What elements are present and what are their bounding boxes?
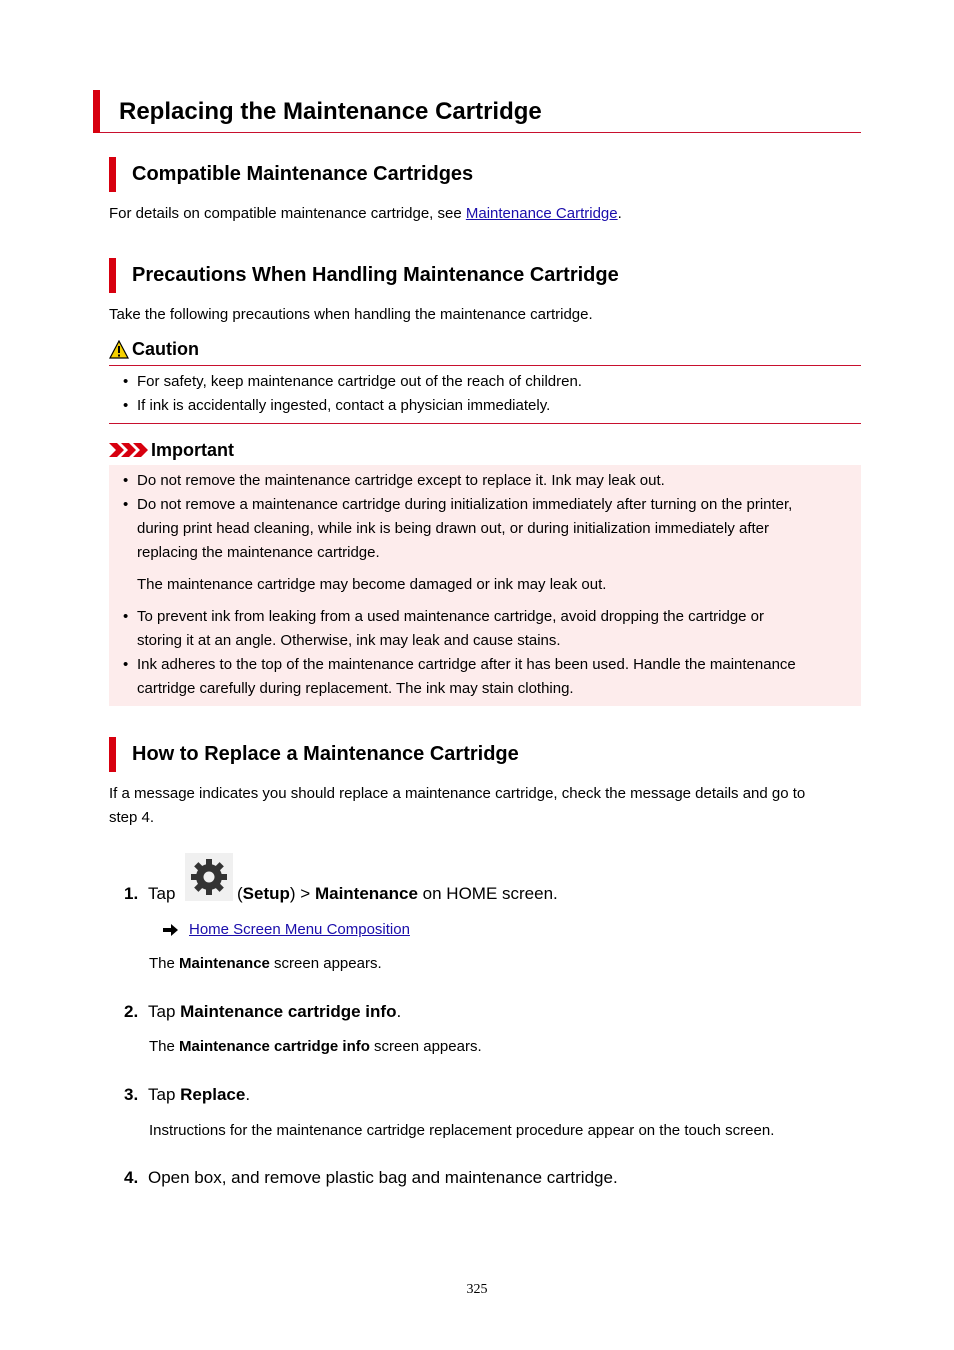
list-item: • If ink is accidentally ingested, contact a physician immediately.: [123, 397, 551, 414]
compatible-text: For details on compatible maintenance cartridge, see Maintenance Cartridge.: [109, 205, 622, 222]
list-item: • Do not remove a maintenance cartridge during initialization immediately after turning on the printer, during print head cleaning, while ink is being drawn out, or during initialization immediately after replacing the maintenance cartridge. The maintenance cartridge may become damaged or ink may leak out.: [123, 496, 793, 593]
important-list: [123, 469, 859, 701]
list-item: • Do not remove the maintenance cartridge except to replace it. Ink may leak out.: [123, 472, 665, 489]
section-heading-precautions: Precautions When Handling Maintenance Cartridge: [109, 258, 861, 294]
list-item: • To prevent ink from leaking from a used maintenance cartridge, avoid dropping the cartridge or storing it at an angle. Otherwise, ink may leak and cause stains.: [123, 608, 765, 649]
home-screen-menu-link[interactable]: Home Screen Menu Composition: [189, 921, 410, 938]
right-arrow-icon: [163, 924, 179, 936]
section-heading-compatible: Compatible Maintenance Cartridges: [109, 157, 861, 193]
list-item: • Ink adheres to the top of the maintenance cartridge after it has been used. Handle the maintenance cartridge carefully during replacement. The ink may stain clothing.: [123, 656, 796, 697]
how-to-intro: If a message indicates you should replace a maintenance cartridge, check the message details and go to step 4.: [109, 785, 806, 826]
step-1-note: The Maintenance screen appears.: [149, 955, 382, 972]
step-3-instruction: Tap Replace.: [148, 1085, 251, 1104]
caution-bottom-rule: [109, 423, 861, 424]
step-2-instruction: Tap Maintenance cartridge info.: [148, 1002, 402, 1021]
step-3-note: Instructions for the maintenance cartridge replacement procedure appear on the touch screen.: [149, 1122, 775, 1139]
caution-label: Caution: [132, 338, 199, 359]
step-1-link-row: [163, 921, 410, 938]
caution-header: [109, 338, 199, 360]
caution-top-rule: [109, 365, 861, 366]
heading-accent-bar: [109, 258, 116, 293]
precautions-intro: Take the following precautions when handling the maintenance cartridge.: [109, 306, 593, 323]
step-number: 2.: [124, 1002, 139, 1021]
caution-list: [123, 370, 861, 418]
step-1-instruction: (Setup) > Maintenance on HOME screen.: [237, 884, 558, 903]
heading-accent-bar: [109, 737, 116, 772]
title-accent-bar: [93, 90, 100, 133]
list-item: • For safety, keep maintenance cartridge out of the reach of children.: [123, 373, 582, 390]
heading-accent-bar: [109, 157, 116, 192]
step-1-tap: Tap: [148, 884, 176, 903]
section-heading-how-to: How to Replace a Maintenance Cartridge: [109, 737, 861, 773]
page-number: 325: [466, 1282, 488, 1297]
step-number: 3.: [124, 1085, 139, 1104]
warning-triangle-icon: [109, 340, 129, 359]
gear-icon: [185, 853, 233, 901]
setup-gear-icon: [185, 853, 233, 901]
step-number: 4.: [124, 1168, 139, 1187]
page-title-block: [93, 90, 861, 133]
important-header: [109, 439, 234, 461]
step-2-note: The Maintenance cartridge info screen appears.: [149, 1038, 482, 1055]
step-4-instruction: Open box, and remove plastic bag and maintenance cartridge.: [148, 1168, 618, 1187]
important-label: Important: [151, 439, 234, 460]
step-number: 1.: [124, 884, 139, 903]
page-title: Replacing the Maintenance Cartridge: [119, 98, 542, 125]
maintenance-cartridge-link[interactable]: Maintenance Cartridge: [465, 205, 618, 222]
important-chevrons-icon: [109, 442, 149, 458]
